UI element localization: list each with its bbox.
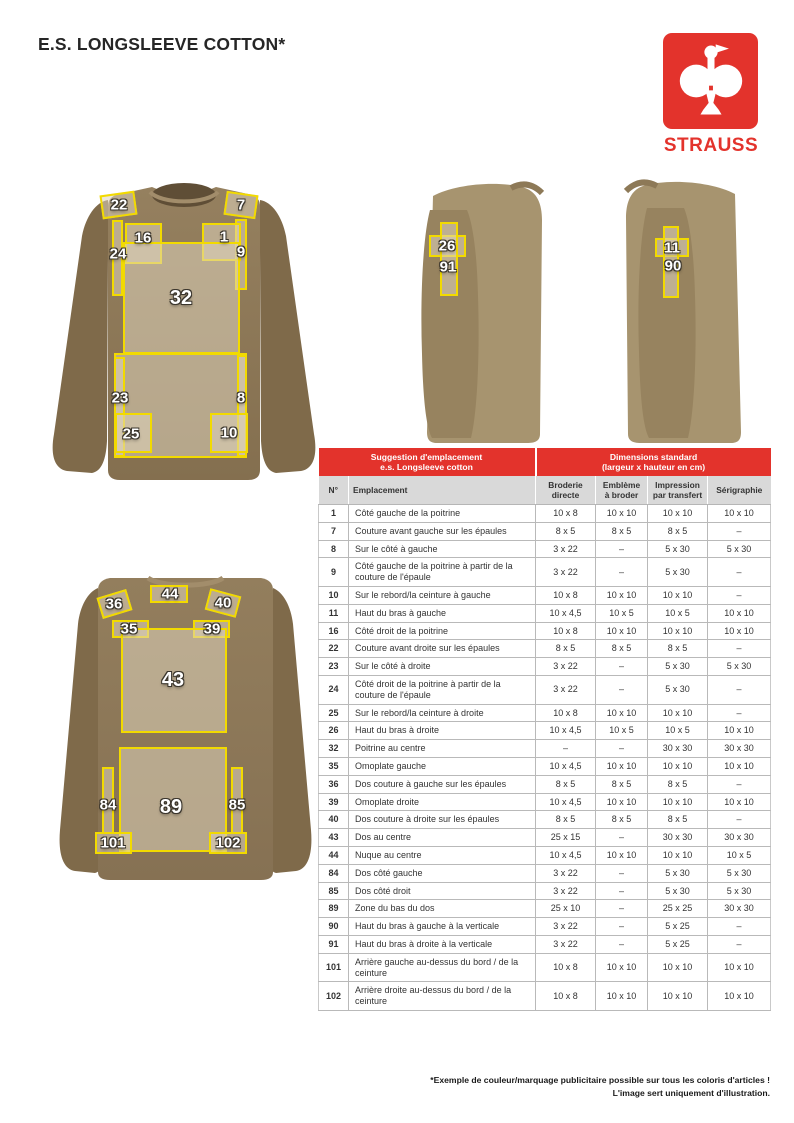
table-row (319, 586, 771, 604)
cell-number: 39 (319, 793, 349, 811)
zone-number: 90 (664, 257, 682, 275)
cell-embleme: 10 x 10 (596, 505, 648, 523)
cell-emplacement: Sur le rebord/la ceinture à gauche (349, 586, 536, 604)
cell-broderie: 10 x 8 (536, 982, 596, 1011)
cell-emplacement: Côté droit de la poitrine à partir de la couture de l'épaule (349, 675, 536, 704)
table-row (319, 622, 771, 640)
col-embleme: Emblème à broder (596, 476, 648, 505)
cell-number: 89 (319, 900, 349, 918)
zone-number: 26 (438, 237, 456, 255)
cell-embleme: – (596, 900, 648, 918)
cell-serigraphie: – (708, 640, 771, 658)
cell-emplacement: Côté droit de la poitrine (349, 622, 536, 640)
cell-impression: 8 x 5 (648, 522, 708, 540)
cell-broderie: 3 x 22 (536, 558, 596, 587)
cell-number: 10 (319, 586, 349, 604)
cell-number: 102 (319, 982, 349, 1011)
cell-emplacement: Côté gauche de la poitrine (349, 505, 536, 523)
cell-emplacement: Côté gauche de la poitrine à partir de la couture de l'épaule (349, 558, 536, 587)
cell-broderie: 3 x 22 (536, 918, 596, 936)
cell-broderie: 3 x 22 (536, 675, 596, 704)
cell-broderie: 10 x 4,5 (536, 846, 596, 864)
zone-number: 44 (161, 585, 179, 603)
cell-impression: 10 x 10 (648, 793, 708, 811)
table-row (319, 953, 771, 982)
cell-embleme: 10 x 10 (596, 757, 648, 775)
zone-number: 23 (111, 389, 129, 407)
cell-serigraphie: 10 x 10 (708, 622, 771, 640)
cell-emplacement: Haut du bras à gauche (349, 604, 536, 622)
cell-impression: 10 x 5 (648, 604, 708, 622)
cell-impression: 10 x 5 (648, 722, 708, 740)
cell-number: 101 (319, 953, 349, 982)
cell-serigraphie: 10 x 10 (708, 982, 771, 1011)
table-row (319, 882, 771, 900)
cell-embleme: – (596, 935, 648, 953)
table-row (319, 640, 771, 658)
cell-number: 91 (319, 935, 349, 953)
table-column-headers (319, 476, 771, 505)
cell-impression: 10 x 10 (648, 704, 708, 722)
cell-broderie: 10 x 8 (536, 505, 596, 523)
cell-broderie: 10 x 8 (536, 704, 596, 722)
cell-number: 9 (319, 558, 349, 587)
cell-serigraphie: 5 x 30 (708, 882, 771, 900)
zone-number: 91 (439, 258, 457, 276)
cell-serigraphie: – (708, 935, 771, 953)
cell-impression: 10 x 10 (648, 953, 708, 982)
cell-serigraphie: 10 x 5 (708, 846, 771, 864)
zone-number: 84 (99, 796, 117, 814)
cell-serigraphie: 30 x 30 (708, 829, 771, 847)
cell-number: 85 (319, 882, 349, 900)
table-row (319, 757, 771, 775)
cell-serigraphie: – (708, 586, 771, 604)
placement-table (318, 448, 771, 1011)
cell-broderie: 25 x 15 (536, 829, 596, 847)
cell-embleme: 10 x 5 (596, 722, 648, 740)
cell-broderie: 10 x 4,5 (536, 757, 596, 775)
table-row (319, 935, 771, 953)
zone-number: 9 (236, 243, 246, 261)
cell-serigraphie: – (708, 704, 771, 722)
cell-impression: 5 x 30 (648, 864, 708, 882)
table-row (319, 658, 771, 676)
cell-number: 32 (319, 740, 349, 758)
strauss-ostrich-icon (663, 33, 758, 129)
zone-number: 7 (236, 196, 246, 214)
cell-serigraphie: 30 x 30 (708, 740, 771, 758)
cell-serigraphie: – (708, 675, 771, 704)
cell-number: 25 (319, 704, 349, 722)
cell-serigraphie: 10 x 10 (708, 953, 771, 982)
cell-impression: 10 x 10 (648, 757, 708, 775)
cell-embleme: 10 x 5 (596, 604, 648, 622)
cell-embleme: 10 x 10 (596, 704, 648, 722)
zone-number: 89 (159, 796, 183, 818)
header-suggestion: Suggestion d'emplacement e.s. Longsleeve cotton (319, 448, 536, 476)
cell-serigraphie: – (708, 918, 771, 936)
zone-number: 43 (161, 669, 185, 691)
cell-emplacement: Sur le côté à droite (349, 658, 536, 676)
cell-impression: 10 x 10 (648, 505, 708, 523)
cell-broderie: – (536, 740, 596, 758)
table-row (319, 522, 771, 540)
cell-serigraphie: – (708, 775, 771, 793)
cell-impression: 5 x 30 (648, 882, 708, 900)
zone-number: 25 (122, 425, 140, 443)
cell-impression: 8 x 5 (648, 811, 708, 829)
cell-impression: 5 x 30 (648, 658, 708, 676)
cell-embleme: – (596, 829, 648, 847)
table-row (319, 829, 771, 847)
cell-embleme: 10 x 10 (596, 586, 648, 604)
footnote-line2: L'image sert uniquement d'illustration. (612, 1088, 770, 1099)
zone-number: 24 (109, 245, 127, 263)
cell-impression: 5 x 30 (648, 558, 708, 587)
footnote-line1: *Exemple de couleur/marquage publicitaire possible sur tous les coloris d'articles ! (430, 1075, 770, 1085)
cell-emplacement: Omoplate droite (349, 793, 536, 811)
cell-serigraphie: 30 x 30 (708, 900, 771, 918)
cell-number: 22 (319, 640, 349, 658)
table-row (319, 704, 771, 722)
cell-broderie: 8 x 5 (536, 811, 596, 829)
cell-embleme: 10 x 10 (596, 982, 648, 1011)
col-serigraphie: Sérigraphie (708, 476, 771, 505)
cell-embleme: – (596, 540, 648, 558)
cell-serigraphie: 10 x 10 (708, 793, 771, 811)
cell-number: 7 (319, 522, 349, 540)
cell-emplacement: Dos au centre (349, 829, 536, 847)
cell-impression: 5 x 25 (648, 918, 708, 936)
table-row (319, 675, 771, 704)
cell-embleme: 10 x 10 (596, 846, 648, 864)
cell-emplacement: Poitrine au centre (349, 740, 536, 758)
cell-impression: 10 x 10 (648, 846, 708, 864)
table-row (319, 793, 771, 811)
page-title: E.S. LONGSLEEVE COTTON* (38, 34, 286, 54)
cell-embleme: – (596, 918, 648, 936)
table-row (319, 558, 771, 587)
zone-number: 40 (214, 594, 232, 612)
cell-emplacement: Sur le côté à gauche (349, 540, 536, 558)
col-number: N° (319, 476, 349, 505)
cell-emplacement: Dos couture à gauche sur les épaules (349, 775, 536, 793)
cell-number: 84 (319, 864, 349, 882)
zone-number: 39 (203, 620, 221, 638)
cell-number: 35 (319, 757, 349, 775)
zone-number: 16 (134, 229, 152, 247)
cell-serigraphie: 5 x 30 (708, 540, 771, 558)
cell-emplacement: Arrière droite au-dessus du bord / de la ceinture (349, 982, 536, 1011)
cell-emplacement: Nuque au centre (349, 846, 536, 864)
cell-broderie: 10 x 4,5 (536, 722, 596, 740)
cell-emplacement: Zone du bas du dos (349, 900, 536, 918)
brand-logo (663, 33, 759, 157)
cell-embleme: 8 x 5 (596, 775, 648, 793)
cell-number: 11 (319, 604, 349, 622)
cell-embleme: 10 x 10 (596, 622, 648, 640)
cell-serigraphie: 5 x 30 (708, 658, 771, 676)
table-row (319, 811, 771, 829)
zone-number: 35 (120, 620, 138, 638)
cell-serigraphie: 10 x 10 (708, 604, 771, 622)
col-impression: Impression par transfert (648, 476, 708, 505)
shirt-side-left-view (585, 170, 794, 448)
shirt-side-right-illustration (375, 172, 580, 448)
cell-impression: 30 x 30 (648, 740, 708, 758)
cell-embleme: – (596, 740, 648, 758)
cell-broderie: 10 x 8 (536, 622, 596, 640)
shirt-back-view (48, 558, 323, 893)
cell-number: 1 (319, 505, 349, 523)
table-row (319, 846, 771, 864)
cell-embleme: 8 x 5 (596, 640, 648, 658)
shirt-front-view (38, 172, 330, 484)
cell-broderie: 3 x 22 (536, 658, 596, 676)
table-row (319, 722, 771, 740)
zone-number: 22 (110, 196, 128, 214)
zone-number: 36 (105, 595, 123, 613)
cell-broderie: 8 x 5 (536, 522, 596, 540)
cell-impression: 10 x 10 (648, 586, 708, 604)
cell-number: 26 (319, 722, 349, 740)
footnote (430, 1074, 770, 1101)
cell-broderie: 3 x 22 (536, 935, 596, 953)
cell-serigraphie: 10 x 10 (708, 722, 771, 740)
table-row (319, 604, 771, 622)
cell-embleme: 10 x 10 (596, 953, 648, 982)
cell-number: 23 (319, 658, 349, 676)
cell-embleme: 10 x 10 (596, 793, 648, 811)
cell-emplacement: Couture avant gauche sur les épaules (349, 522, 536, 540)
cell-embleme: – (596, 675, 648, 704)
cell-number: 8 (319, 540, 349, 558)
cell-broderie: 10 x 4,5 (536, 604, 596, 622)
cell-impression: 25 x 25 (648, 900, 708, 918)
cell-impression: 5 x 30 (648, 540, 708, 558)
col-emplacement: Emplacement (349, 476, 536, 505)
table-row (319, 918, 771, 936)
cell-embleme: 8 x 5 (596, 522, 648, 540)
cell-embleme: – (596, 658, 648, 676)
table-row (319, 505, 771, 523)
header-dimensions: Dimensions standard (largeur x hauteur en cm) (536, 448, 771, 476)
table-row (319, 540, 771, 558)
cell-emplacement: Couture avant droite sur les épaules (349, 640, 536, 658)
cell-embleme: 8 x 5 (596, 811, 648, 829)
shirt-side-right-view (375, 172, 580, 448)
cell-impression: 5 x 30 (648, 675, 708, 704)
cell-impression: 10 x 10 (648, 982, 708, 1011)
zone-number: 85 (228, 796, 246, 814)
zone-number: 10 (220, 424, 238, 442)
table-row (319, 900, 771, 918)
cell-impression: 8 x 5 (648, 775, 708, 793)
cell-emplacement: Sur le rebord/la ceinture à droite (349, 704, 536, 722)
cell-number: 16 (319, 622, 349, 640)
table-row (319, 864, 771, 882)
col-broderie: Broderie directe (536, 476, 596, 505)
cell-emplacement: Haut du bras à droite à la verticale (349, 935, 536, 953)
table-row (319, 775, 771, 793)
table-row (319, 740, 771, 758)
cell-impression: 30 x 30 (648, 829, 708, 847)
zone-number: 101 (100, 834, 126, 852)
cell-serigraphie: 5 x 30 (708, 864, 771, 882)
cell-emplacement: Dos côté gauche (349, 864, 536, 882)
cell-serigraphie: – (708, 811, 771, 829)
zone-number: 8 (236, 389, 246, 407)
cell-impression: 10 x 10 (648, 622, 708, 640)
cell-emplacement: Dos couture à droite sur les épaules (349, 811, 536, 829)
shirt-side-left-illustration (585, 170, 794, 448)
cell-broderie: 3 x 22 (536, 540, 596, 558)
cell-number: 24 (319, 675, 349, 704)
zone-number: 102 (215, 834, 241, 852)
cell-emplacement: Arrière gauche au-dessus du bord / de la ceinture (349, 953, 536, 982)
cell-broderie: 10 x 8 (536, 953, 596, 982)
cell-serigraphie: 10 x 10 (708, 505, 771, 523)
cell-emplacement: Haut du bras à droite (349, 722, 536, 740)
zone-number: 32 (169, 287, 193, 309)
cell-embleme: – (596, 558, 648, 587)
zone-number: 11 (664, 239, 680, 257)
cell-number: 43 (319, 829, 349, 847)
cell-embleme: – (596, 864, 648, 882)
cell-emplacement: Omoplate gauche (349, 757, 536, 775)
cell-serigraphie: 10 x 10 (708, 757, 771, 775)
cell-serigraphie: – (708, 558, 771, 587)
cell-broderie: 10 x 8 (536, 586, 596, 604)
cell-broderie: 3 x 22 (536, 864, 596, 882)
cell-emplacement: Dos côté droit (349, 882, 536, 900)
zone-number: 1 (219, 228, 229, 246)
cell-impression: 5 x 25 (648, 935, 708, 953)
brand-name: STRAUSS (663, 135, 759, 156)
cell-number: 40 (319, 811, 349, 829)
cell-serigraphie: – (708, 522, 771, 540)
cell-number: 44 (319, 846, 349, 864)
cell-broderie: 10 x 4,5 (536, 793, 596, 811)
table-red-header (319, 448, 771, 476)
cell-embleme: – (596, 882, 648, 900)
cell-number: 90 (319, 918, 349, 936)
cell-broderie: 25 x 10 (536, 900, 596, 918)
cell-broderie: 8 x 5 (536, 775, 596, 793)
cell-broderie: 8 x 5 (536, 640, 596, 658)
cell-emplacement: Haut du bras à gauche à la verticale (349, 918, 536, 936)
table-row (319, 982, 771, 1011)
cell-impression: 8 x 5 (648, 640, 708, 658)
cell-broderie: 3 x 22 (536, 882, 596, 900)
cell-number: 36 (319, 775, 349, 793)
